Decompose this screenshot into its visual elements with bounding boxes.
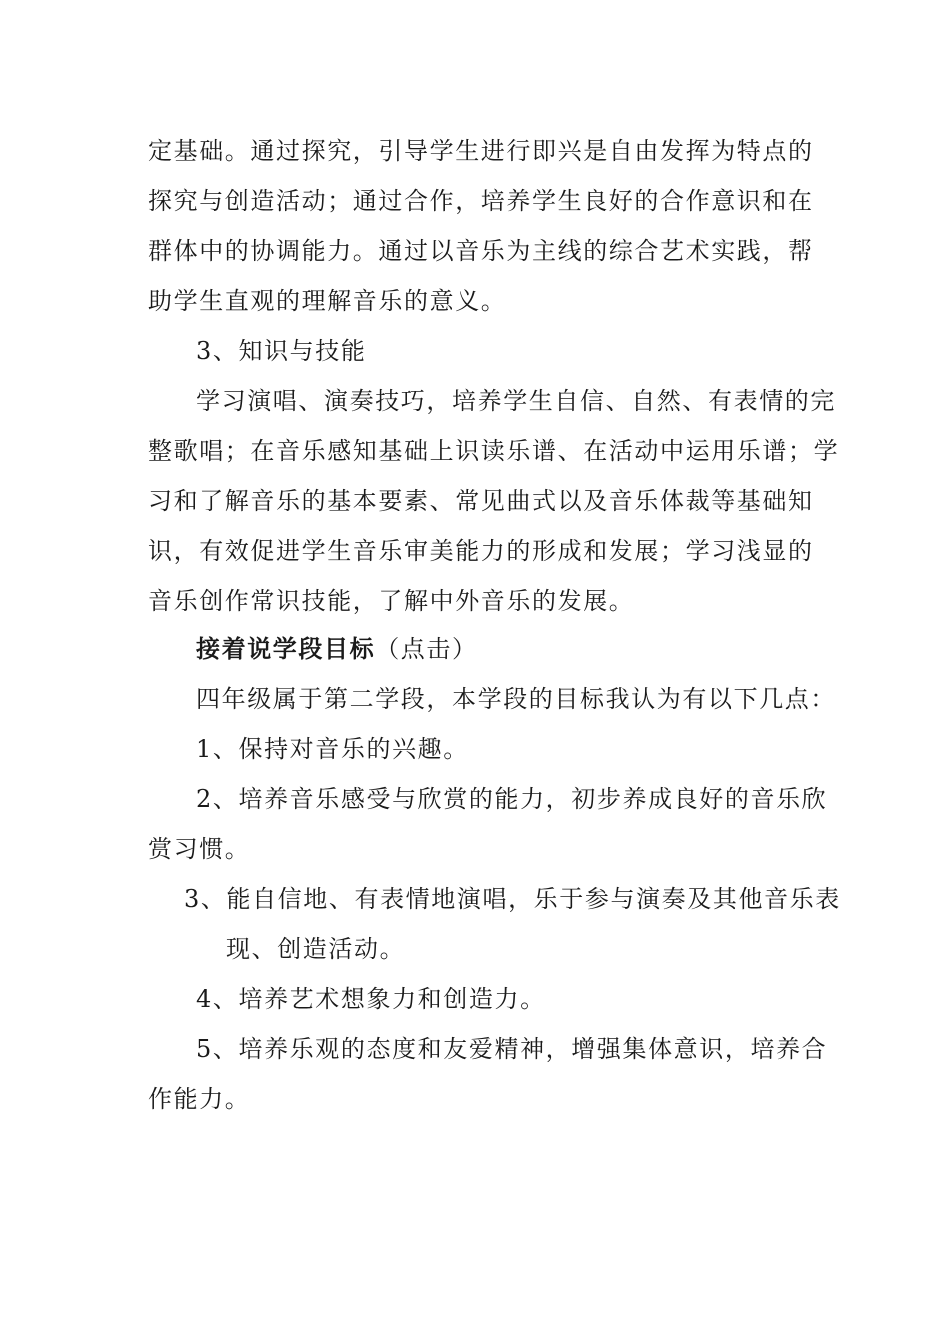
section-subheading: 3、知识与技能 (196, 337, 367, 365)
goal-item: 5、培养乐观的态度和友爱精神，增强集体意识，培养合 (196, 1035, 828, 1063)
paragraph-line: 群体中的协调能力。通过以音乐为主线的综合艺术实践，帮 (148, 237, 814, 265)
goal-item: 1、保持对音乐的兴趣。 (196, 735, 469, 763)
paragraph-line: 整歌唱；在音乐感知基础上识读乐谱、在活动中运用乐谱；学 (148, 437, 840, 465)
section-heading (196, 634, 478, 664)
goals-intro: 四年级属于第二学段，本学段的目标我认为有以下几点： (196, 685, 836, 713)
paragraph-line: 探究与创造活动；通过合作，培养学生良好的合作意识和在 (148, 187, 814, 215)
paragraph-line: 定基础。通过探究，引导学生进行即兴是自由发挥为特点的 (148, 137, 814, 165)
goal-item: 3、能自信地、有表情地演唱，乐于参与演奏及其他音乐表 (184, 885, 841, 913)
goal-item-continuation: 赏习惯。 (148, 835, 251, 863)
section-heading-bold: 接着说学段目标 (196, 634, 376, 663)
goal-item: 4、培养艺术想象力和创造力。 (196, 985, 546, 1013)
goal-item-continuation: 现、创造活动。 (226, 935, 406, 963)
goal-item: 2、培养音乐感受与欣赏的能力，初步养成良好的音乐欣 (196, 785, 828, 813)
paragraph-line: 助学生直观的理解音乐的意义。 (148, 287, 507, 315)
paragraph-line: 识，有效促进学生音乐审美能力的形成和发展；学习浅显的 (148, 537, 814, 565)
goal-item-continuation: 作能力。 (148, 1085, 251, 1113)
section-heading-note: （点击） (375, 635, 478, 663)
paragraph-line: 学习演唱、演奏技巧，培养学生自信、自然、有表情的完 (196, 387, 836, 415)
paragraph-line: 习和了解音乐的基本要素、常见曲式以及音乐体裁等基础知 (148, 487, 814, 515)
paragraph-line: 音乐创作常识技能，了解中外音乐的发展。 (148, 587, 635, 615)
